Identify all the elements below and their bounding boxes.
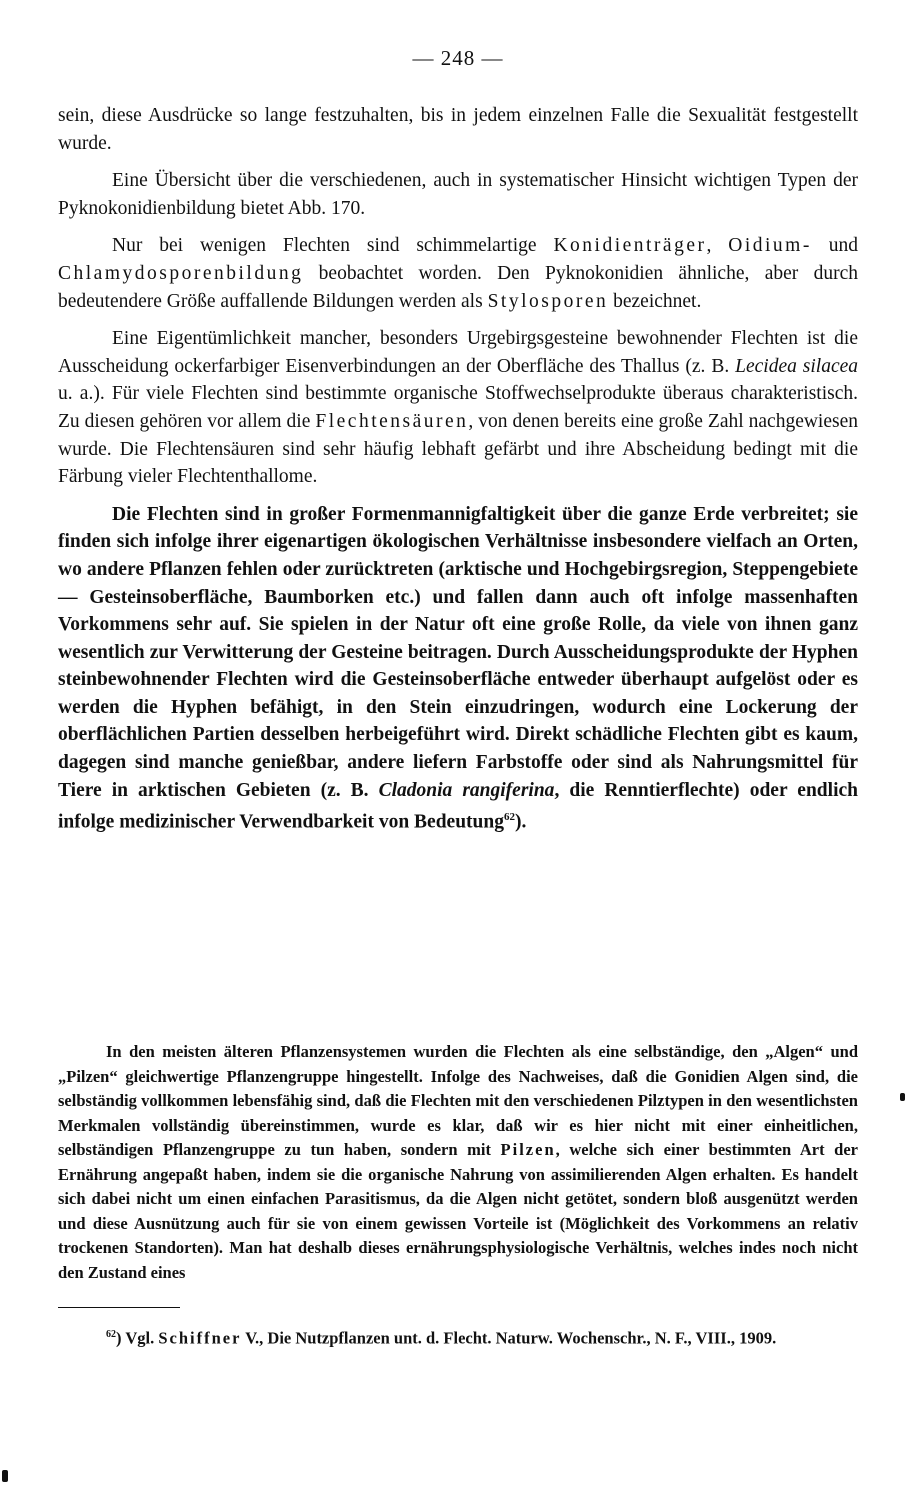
text-run: beobachtet worden. Den Pyknokonidien ähnliche, aber durch bedeutendere Größe auffallende Bildungen werden als — [58, 262, 858, 312]
spaced-term-flechtensaeuren: Flechtensäuren — [315, 410, 469, 432]
text-run: ) Vgl. — [116, 1328, 159, 1348]
text-run: bezeichnet. — [608, 290, 702, 312]
page-number: — 248 — — [412, 46, 504, 70]
species-name: Lecidea silacea — [735, 355, 858, 377]
spaced-term-konidientraeger: Konidienträger — [553, 235, 707, 257]
margin-mark — [2, 1470, 8, 1482]
paragraph-2: Eine Übersicht über die verschiedenen, auch in systematischer Hinsicht wichtigen Typen der Pyknokonidienbildung bietet Abb. 170. — [58, 170, 858, 219]
book-page — [58, 0, 858, 1504]
text-run: , die Renntierflechte) oder endlich infolge medizinischer Verwendbarkeit von Bedeutung — [58, 779, 858, 833]
footnote-marker: 62 — [106, 1329, 116, 1340]
paragraph-1: sein, diese Ausdrücke so lange festzuhalten, bis in jedem einzelnen Falle die Sexualität festgestellt wurde. — [58, 105, 858, 154]
spaced-term-chlamydosporenbildung: Chlamydosporenbildung — [58, 262, 304, 284]
author-name: Schiffner — [158, 1328, 242, 1348]
paragraph-3 — [58, 232, 858, 315]
text-run: V., Die Nutzpflanzen unt. d. Flecht. Naturw. Wochenschr., N. F., VIII., 1909. — [241, 1328, 777, 1348]
spaced-term-stylosporen: Stylosporen — [487, 290, 609, 312]
footnote-reference[interactable]: 62 — [504, 811, 515, 824]
footnote — [58, 1323, 858, 1351]
main-text — [58, 102, 858, 846]
text-run: Die Flechten sind in großer Formenmannigfaltigkeit über die ganze Erde verbreitet; sie finden sich infolge ihrer eigenartigen ökologischen Verhältnisse insbesondere vielfach an Orten, wo andere Pflanzen fehlen oder zurücktreten (arktische und Hochgebirgsregion, Steppengebiete — Gesteinsoberfläche, Baumborken etc.) und fallen dann auch oft infolge massenhaften Vorkommens sehr auf. Sie spielen in der Natur oft eine große Rolle, da viele von ihnen ganz wesentlich zur Verwitterung der Gesteine beitragen. Durch Ausscheidungsprodukte der Hyphen steinbewohnender Flechten wird die Gesteinsoberfläche entweder überhaupt aufgelöst oder es werden die Hyphen befähigt, in den Stein einzudringen, wodurch eine Lockerung der oberflächlichen Partien desselben herbeigeführt wird. Direkt schädliche Flechten gibt es kaum, dagegen sind manche genießbar, andere liefern Farbstoffe oder sind als Nahrungsmittel für Tiere in arktischen Gebieten (z. B. — [58, 503, 858, 801]
species-name: Cladonia rangiferina — [378, 779, 555, 801]
spaced-term-oidium: Oidium- — [728, 235, 812, 257]
margin-mark — [900, 1093, 905, 1101]
text-run: Eine Eigentümlichkeit mancher, besonders Urgebirgsgesteine bewohnender Flechten ist die Ausscheidung ockerfarbiger Eisenverbindungen an der Oberfläche des Thallus (z. B. — [58, 328, 858, 377]
text-run: ). — [515, 811, 527, 833]
text-run: , welche sich einer bestimmten Art der Ernährung angepaßt haben, indem sie die organische Nahrung von assimilierenden Algen erhalten. Es handelt sich dabei nicht um einen einfachen Parasitismus, da die Algen nicht getötet, sondern bloß ausgenützt werden und diese Ausnützung auch für sie von einem gewissen Vorteile ist (Möglichkeit des Vorkommens an relativ trockenen Standorten). Man hat deshalb dieses ernährungsphysiologische Verhältnis, welches indes noch nicht den Zustand eines — [58, 1140, 858, 1282]
text-run: In den meisten älteren Pflanzensystemen wurden die Flechten als eine selbständige, den „Algen“ und „Pilzen“ gleichwertige Pflanzengruppe hingestellt. Infolge des Nachweises, daß die Gonidien Algen sind, die selbständig vollkommen lebensfähig sind, daß die Flechten mit den verschiedenen Pilztypen in den wesentlichsten Merkmalen vollständig übereinstimmen, wurde es klar, daß wir es hier nicht mit einer einheitlichen, selbständigen Pflanzengruppe zu tun haben, sondern mit — [58, 1042, 858, 1159]
text-run: Nur bei wenigen Flechten sind schimmelartige — [112, 235, 554, 257]
paragraph-5 — [58, 501, 858, 837]
text-run: , — [706, 235, 729, 257]
text-run: und — [811, 235, 859, 257]
spaced-term-pilzen: Pilzen — [500, 1140, 556, 1159]
text-run: u. a.). Für viele Flechten sind bestimmte organische Stoffwechselprodukte überaus charakteristisch. Zu diesen gehören vor allem die — [58, 383, 858, 432]
text-run: , von denen bereits eine große Zahl nachgewiesen wurde. Die Flechtensäuren sind sehr häufig lebhaft gefärbt und ihre Abscheidung bedingt mit die Färbung vieler Flechtenthallome. — [58, 410, 859, 488]
footnote-divider — [58, 1307, 180, 1308]
paragraph-4 — [58, 325, 858, 491]
small-print-paragraph — [58, 1040, 858, 1285]
